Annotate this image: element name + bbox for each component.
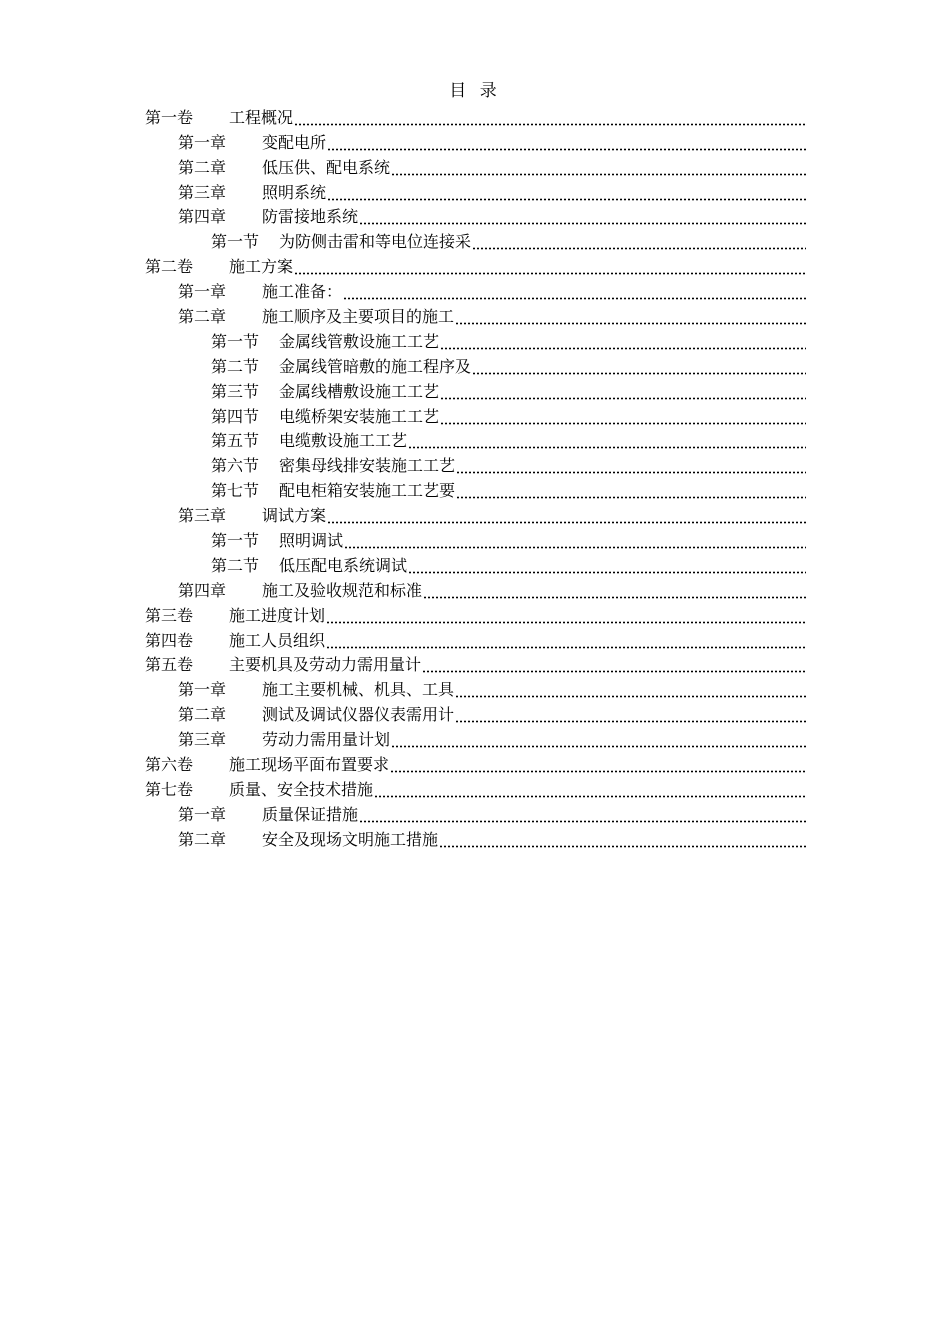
toc-entry-number: 第六节: [211, 456, 260, 476]
dot-leader: [440, 407, 806, 427]
toc-title: 目 录: [449, 81, 501, 101]
toc-entry[interactable]: [145, 800, 806, 825]
toc-entry-number: 第七卷: [145, 779, 194, 799]
toc-entry-title: 为防侧击雷和等电位连接采: [279, 232, 472, 252]
toc-entry-number: 第二节: [211, 356, 260, 376]
toc-entry-number: 第二章: [178, 705, 227, 725]
dot-leader: [455, 307, 806, 327]
toc-entry-number: 第一章: [178, 132, 227, 152]
toc-entry-number: 第四卷: [145, 630, 194, 650]
toc-entry-number: 第五卷: [145, 655, 194, 675]
dot-leader: [374, 780, 806, 800]
toc-entry-number: 第三章: [178, 506, 227, 526]
toc-entry[interactable]: [145, 427, 806, 452]
toc-entry-title: 施工主要机械、机具、工具: [262, 680, 455, 700]
toc-entry-number: 第一节: [211, 331, 260, 351]
toc-entry[interactable]: [145, 626, 806, 651]
dot-leader: [423, 581, 806, 601]
dot-leader: [294, 108, 806, 128]
toc-entry-number: 第二卷: [145, 257, 194, 277]
toc-entry-title: 金属线槽敷设施工工艺: [279, 381, 440, 401]
dot-leader: [359, 805, 806, 825]
dot-leader: [390, 755, 806, 775]
toc-entry[interactable]: [145, 651, 806, 676]
toc-entry-number: 第四节: [211, 406, 260, 426]
toc-entry-title: 低压供、配电系统: [262, 157, 391, 177]
toc-entry[interactable]: [145, 750, 806, 775]
toc-entry-number: 第七节: [211, 481, 260, 501]
toc-entry[interactable]: [145, 601, 806, 626]
dot-leader: [440, 382, 806, 402]
dot-leader: [455, 680, 806, 700]
toc-entry-title: 主要机具及劳动力需用量计: [229, 655, 422, 675]
toc-entry-title: 质量保证措施: [262, 804, 359, 824]
toc-entry[interactable]: [145, 576, 806, 601]
toc-entry[interactable]: [145, 302, 806, 327]
dot-leader: [439, 830, 806, 850]
toc-entry-title: 配电柜箱安装施工工艺要: [279, 481, 456, 501]
toc-entry-title: 安全及现场文明施工措施: [262, 829, 439, 849]
toc-entry[interactable]: [145, 551, 806, 576]
toc-entry-title: 测试及调试仪器仪表需用计: [262, 705, 455, 725]
toc-entry-number: 第四章: [178, 580, 227, 600]
toc-entry-number: 第六卷: [145, 755, 194, 775]
toc-entry[interactable]: [145, 775, 806, 800]
toc-entry-title: 劳动力需用量计划: [262, 730, 391, 750]
dot-leader: [343, 282, 806, 302]
toc-entry-number: 第一节: [211, 531, 260, 551]
toc-entry-number: 第二章: [178, 829, 227, 849]
table-of-contents: [145, 103, 806, 850]
toc-entry-number: 第二节: [211, 555, 260, 575]
toc-entry[interactable]: [145, 402, 806, 427]
toc-entry[interactable]: [145, 203, 806, 228]
dot-leader: [327, 506, 806, 526]
toc-entry-title: 金属线管敷设施工工艺: [279, 331, 440, 351]
toc-entry-title: 工程概况: [229, 107, 294, 127]
toc-entry-number: 第四章: [178, 207, 227, 227]
toc-entry[interactable]: [145, 252, 806, 277]
dot-leader: [344, 531, 806, 551]
toc-entry-title: 施工进度计划: [229, 605, 326, 625]
toc-entry[interactable]: [145, 825, 806, 850]
dot-leader: [422, 655, 806, 675]
toc-entry-title: 低压配电系统调试: [279, 555, 408, 575]
toc-entry[interactable]: [145, 128, 806, 153]
toc-entry-title: 密集母线排安装施工工艺: [279, 456, 456, 476]
dot-leader: [456, 456, 806, 476]
toc-entry-number: 第一章: [178, 680, 227, 700]
toc-entry[interactable]: [145, 103, 806, 128]
toc-entry-title: 质量、安全技术措施: [229, 779, 374, 799]
dot-leader: [359, 207, 806, 227]
dot-leader: [440, 332, 806, 352]
dot-leader: [472, 357, 806, 377]
dot-leader: [408, 431, 806, 451]
toc-entry-title: 照明系统: [262, 182, 327, 202]
toc-entry[interactable]: [145, 451, 806, 476]
toc-entry-title: 变配电所: [262, 132, 327, 152]
toc-entry[interactable]: [145, 352, 806, 377]
toc-entry-title: 施工准备：: [262, 282, 343, 302]
toc-entry[interactable]: [145, 675, 806, 700]
toc-entry-number: 第三节: [211, 381, 260, 401]
toc-entry-number: 第三章: [178, 730, 227, 750]
toc-entry[interactable]: [145, 227, 806, 252]
toc-entry-number: 第二章: [178, 307, 227, 327]
dot-leader: [326, 606, 806, 626]
toc-entry[interactable]: [145, 476, 806, 501]
dot-leader: [456, 481, 806, 501]
toc-entry-title: 施工顺序及主要项目的施工: [262, 307, 455, 327]
toc-entry-title: 金属线管暗敷的施工程序及: [279, 356, 472, 376]
toc-entry-number: 第三卷: [145, 605, 194, 625]
toc-entry[interactable]: [145, 277, 806, 302]
toc-entry-title: 防雷接地系统: [262, 207, 359, 227]
dot-leader: [391, 730, 806, 750]
toc-entry-number: 第一章: [178, 804, 227, 824]
toc-entry[interactable]: [145, 178, 806, 203]
toc-entry-title: 调试方案: [262, 506, 327, 526]
toc-entry-title: 电缆敷设施工工艺: [279, 431, 408, 451]
toc-entry-title: 施工现场平面布置要求: [229, 755, 390, 775]
dot-leader: [408, 556, 806, 576]
toc-entry-title: 施工方案: [229, 257, 294, 277]
toc-entry[interactable]: [145, 377, 806, 402]
toc-entry[interactable]: [145, 700, 806, 725]
toc-entry-number: 第一卷: [145, 107, 194, 127]
toc-entry-number: 第一章: [178, 282, 227, 302]
toc-entry[interactable]: [145, 725, 806, 750]
toc-entry-title: 照明调试: [279, 531, 344, 551]
dot-leader: [326, 631, 806, 651]
dot-leader: [327, 133, 806, 153]
toc-entry[interactable]: [145, 526, 806, 551]
toc-entry-number: 第五节: [211, 431, 260, 451]
toc-entry-title: 电缆桥架安装施工工艺: [279, 406, 440, 426]
toc-entry[interactable]: [145, 501, 806, 526]
toc-entry-number: 第三章: [178, 182, 227, 202]
dot-leader: [455, 705, 806, 725]
dot-leader: [472, 232, 806, 252]
toc-entry[interactable]: [145, 327, 806, 352]
toc-entry-number: 第二章: [178, 157, 227, 177]
toc-entry-number: 第一节: [211, 232, 260, 252]
toc-entry[interactable]: [145, 153, 806, 178]
toc-entry-title: 施工人员组织: [229, 630, 326, 650]
dot-leader: [327, 183, 806, 203]
dot-leader: [391, 158, 806, 178]
dot-leader: [294, 257, 806, 277]
toc-entry-title: 施工及验收规范和标准: [262, 580, 423, 600]
